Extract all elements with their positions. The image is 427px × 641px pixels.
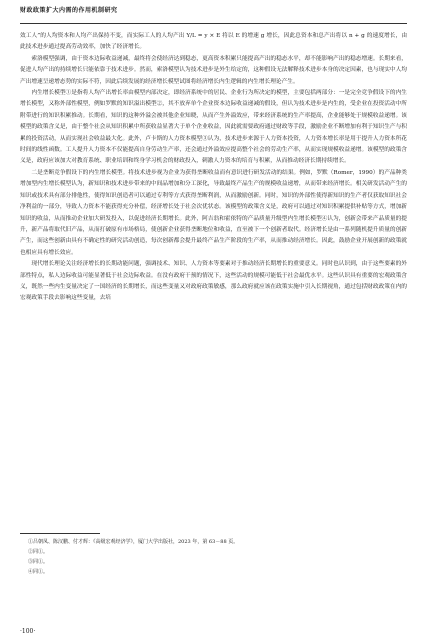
- paragraph-2: 索洛模型强调，由于资本边际收益递减，最终将会使经济达到稳态，更高资本积累只能提高产出的稳态水平，却不能影响产出的稳态增速。长期来看，促进人均产出的持续增长只能依靠于技术进步。然而，索洛模型认为技术进步是外生给定的，这种假设无法解释技术进步本身的决定因素，也与现实中人均产出增速呈递增态势的实际不符，因此后续发展的经济增长模型试图将经济增长内生逻辑的内生增长理论产生。: [20, 55, 407, 85]
- running-head: 财政政策扩大内需的作用机制研究: [20, 7, 118, 14]
- footnote-2: ②同①。: [28, 549, 49, 555]
- paragraph-4: 二是垄断竞争假设下的内生增长模型。将技术进步视为企业为获得垄断收益而有意识进行研发活动的结果。例如，罗默（Romer，1990）的产品种类增加型内生增长模型认为，新知识和技术进步带来的中间品增加和分工深化，导致最终产品生产的规模收益递增，从而带来经济增长。相关研发活动产生的知识或技术具有部分排他性，使得知识创造者可以通过专利等方式获得垄断利润，从而激励创新。同时，知识的外部性使得新知识的生产者仅获取知识社会净利益的一部分，导致人力资本不能获得充分补偿，经济增长处于社会次优状态。该模型的政策含义是，政府可以通过对知识积累提供补贴等方式，增加新知识的收益，从而推动企业加大研发投入，以促进经济长期增长。此外，阿吉翁和霍依特的产品质量升级型内生增长模型④认为，创新会带来产品质量的提升，新产品将取代旧产品，从而打破原有市场格局，使创新企业获得垄断地位和收益，直至被下一个创新者取代。经济增长是由一系列随机提升质量的创新产生，而这些创新由具有不确定性的研究活动创造，每次创新都会提升最终产品生产阶段的生产率，从而推动经济增长。因此，鼓励企业开展创新的政策就也相应具有增长效应。: [20, 169, 407, 256]
- paragraph-5: 现代增长理论关注经济增长的长期动能问题，强调技术、知识、人力资本等要素对于推动经济长期增长的重要意义。同时也认识到，由于这些要素的外部性特点，私人边际收益可能显著低于社会边际收益。在没有政府干预的情况下，这些活动的规模可能低于社会最优水平。这些认识具有重要的宏观政策含义，既然一些内生变量决定了一国经济的长期增长，而这些变量又对政府政策敏感，那么政府就应该在政策实施中引入长期视角，通过包括财政政策在内的宏观政策手段去影响这些变量，去培: [20, 261, 407, 302]
- footnote-4: ④同①。: [28, 569, 49, 575]
- footnote-rule: [20, 533, 100, 534]
- footnote-3: ③同①。: [28, 559, 49, 565]
- paragraph-3: 内生增长模型①是指将人均产出增长率由模型内部决定，即经济系统中的居民、企业行为所决定的模型，主要包括两部分：一是完全竞争假设下的内生增长模型，又称外部性模型，例如罗默的知识溢出模型②，其不放弃单个企业资本边际收益递减的假设，但认为技术进步是内生的，受企业在投资活动中所附带进行的知识积累推动。长期看，知识的这种外溢会被其他企业知晓，从而产生外溢效应，带来经济系统的生产率提高，企业能够处于规模收益递增。该模型的政策含义是，由于整个社会从知识积累中所获收益显著大于单个企业收益，因此就需要政府通过财政等手段，激励企业不断增加有利于知识生产与积累的投资活动，从而实现社会收益最大化。此外，卢卡斯的人力资本模型③认为，技术进步来源于人力资本投资，人力资本增长率是用于提升人力资本所花时间的线性函数。工人提升人力资本不仅能提高自身劳动生产率，还会通过外溢效应提高整个社会的劳动生产率，从而实现规模收益递增。该模型的政策含义是，政府应该加大对教育系统、职业培训和终身学习机会的财政投入，刺激人力资本的培育与积累，从而推动经济长期持续增长。: [20, 90, 407, 165]
- body-text: [20, 31, 407, 305]
- paragraph-1: 效工人”的人均资本和人均产出保持不变，而实际工人的人均产出 Y/L = y × E 将以 E 的增速 g 增长，因此总资本和总产出将以 n + g 的速度增长，由此技术进步通过提高劳动效率，加快了经济增长。: [20, 33, 407, 51]
- footnotes: [20, 537, 407, 577]
- footnote-1: ①吕朝凤、陈汉鹏、付才辉：《高级宏观经济学》，厦门大学出版社，2023 年，第 63－88 页。: [28, 539, 239, 545]
- header-rule: [20, 23, 407, 24]
- page-number: ·100·: [20, 628, 36, 635]
